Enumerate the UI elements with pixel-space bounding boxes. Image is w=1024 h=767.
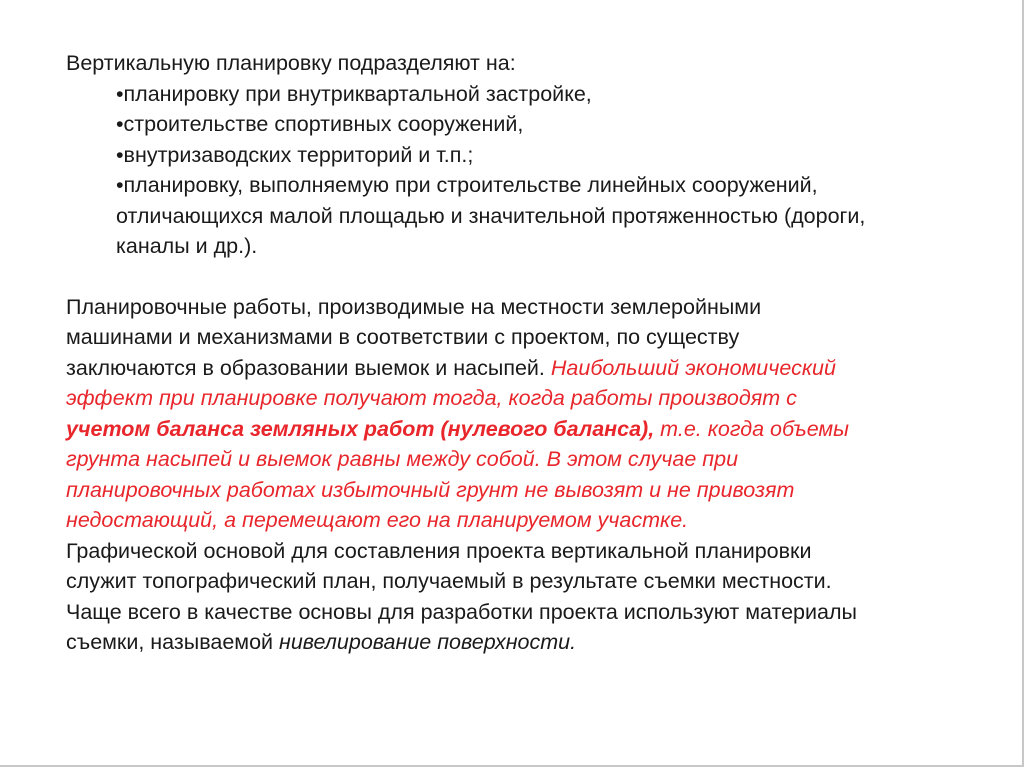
plain-text: съемки, называемой bbox=[66, 630, 280, 654]
highlight-text: т.е. когда объемы bbox=[654, 416, 849, 441]
highlight-text: Наибольший экономический bbox=[550, 355, 836, 380]
paragraph-line: служит топографический план, получаемый в результате съемки местности. bbox=[66, 569, 832, 593]
highlight-line: эффект при планировке получают тогда, когда работы производят с bbox=[66, 386, 797, 410]
paragraph-line: Графической основой для составления проекта вертикальной планировки bbox=[66, 538, 812, 563]
highlight-line: недостающий, а перемещают его на планируемом участке. bbox=[66, 508, 689, 532]
bullet-item: •планировку при внутриквартальной застройке, bbox=[116, 81, 592, 106]
italic-term: нивелирование поверхности. bbox=[279, 630, 577, 654]
slide-content bbox=[66, 48, 1006, 658]
highlight-line bbox=[66, 414, 1006, 445]
bullet-item: •строительстве спортивных сооружений, bbox=[116, 112, 524, 136]
bullet-continuation: каналы и др.). bbox=[116, 234, 258, 258]
paragraph-line: машинами и механизмами в соответствии с проектом, по существу bbox=[66, 325, 740, 349]
bullet-item: •планировку, выполняемую при строительстве линейных сооружений, bbox=[116, 173, 818, 197]
intro-heading: Вертикальную планировку подразделяют на: bbox=[66, 51, 516, 75]
bullet-item: •внутризаводских территорий и т.п.; bbox=[116, 142, 474, 167]
paragraph-line bbox=[66, 353, 1006, 384]
highlight-line: грунта насыпей и выемок равны между собой. В этом случае при bbox=[66, 447, 739, 471]
paragraph-spacer bbox=[66, 262, 1006, 292]
plain-text: заключаются в образовании выемок и насыпей. bbox=[66, 355, 551, 380]
paragraph-line bbox=[66, 627, 1006, 658]
bullet-continuation: отличающихся малой площадью и значительной протяженностью (дороги, bbox=[116, 203, 866, 228]
bold-highlight-text: учетом баланса земляных работ (нулевого баланса), bbox=[66, 416, 655, 441]
paragraph-line: Планировочные работы, производимые на местности землеройными bbox=[66, 294, 762, 319]
highlight-line: планировочных работах избыточный грунт не вывозят и не привозят bbox=[66, 477, 795, 502]
paragraph-line: Чаще всего в качестве основы для разработки проекта используют материалы bbox=[66, 599, 857, 624]
